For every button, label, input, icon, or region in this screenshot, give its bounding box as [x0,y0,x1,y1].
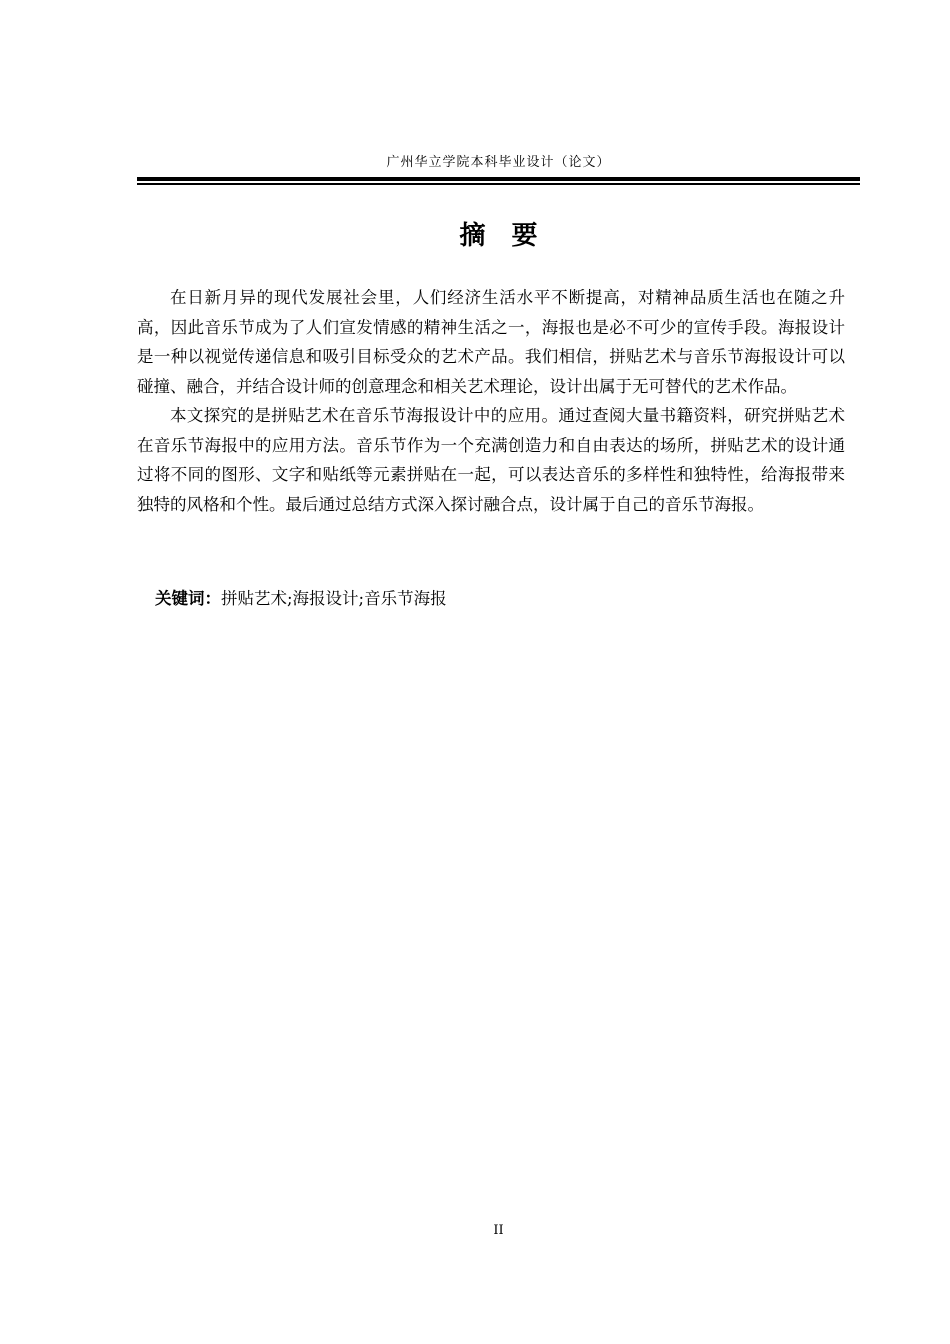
running-header: 广州华立学院本科毕业设计（论文） [386,155,611,170]
page-title-char-1: 摘 [459,221,486,251]
page-title-char-2: 要 [511,221,538,251]
abstract-paragraph-2: 本文探究的是拼贴艺术在音乐节海报设计中的应用。通过查阅大量书籍资料，研究拼贴艺术在音乐节海报中的应用方法。音乐节作为一个充满创造力和自由表达的场所，拼贴艺术的设计通过将不同的图形、文字和贴纸等元素拼贴在一起，可以表达音乐的多样性和独特性，给海报带来独特的风格和个性。最后通过总结方式深入探讨融合点，设计属于自己的音乐节海报。 [137,406,845,514]
header-rule-thick [137,177,860,181]
abstract-paragraph-1: 在日新月异的现代发展社会里，人们经济生活水平不断提高，对精神品质生活也在随之升高，因此音乐节成为了人们宣发情感的精神生活之一，海报也是必不可少的宣传手段。海报设计是一种以视觉传递信息和吸引目标受众的艺术产品。我们相信，拼贴艺术与音乐节海报设计可以碰撞、融合，并结合设计师的创意理念和相关艺术理论，设计出属于无可替代的艺术作品。 [137,288,845,396]
abstract-body [137,283,845,519]
header-rule [137,177,860,186]
page-title [137,216,860,256]
keywords-value: 拼贴艺术;海报设计;音乐节海报 [221,589,447,608]
keywords-line [155,584,845,613]
header-rule-thin [137,183,860,185]
page-number: II [493,1223,504,1238]
keywords-label: 关键词： [155,589,221,608]
